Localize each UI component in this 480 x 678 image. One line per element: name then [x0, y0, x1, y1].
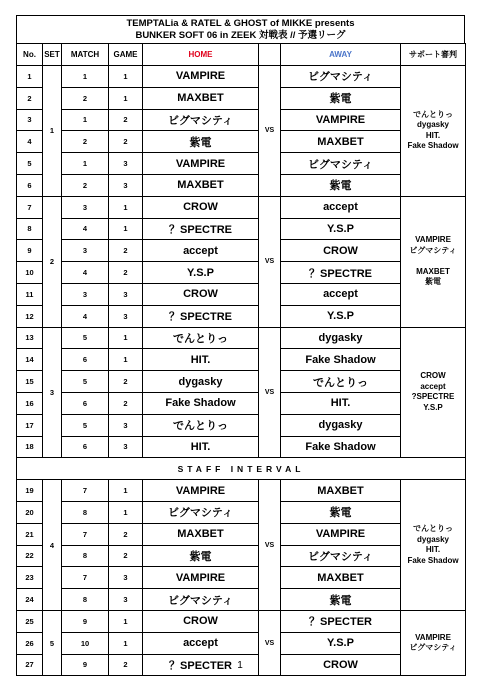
col-vs — [259, 44, 281, 66]
support-referees — [401, 66, 466, 197]
game-number: 3 — [109, 436, 143, 458]
table-row — [17, 218, 466, 240]
set-number: 4 — [43, 480, 62, 611]
match-number: 2 — [62, 87, 109, 109]
table-row — [17, 545, 466, 567]
set-number: 3 — [43, 327, 62, 458]
home-team: Y.S.P — [143, 262, 259, 284]
table-row — [17, 349, 466, 371]
home-team: 紫電 — [143, 545, 259, 567]
game-number: 1 — [109, 480, 143, 502]
game-number: 3 — [109, 567, 143, 589]
match-number: 1 — [62, 66, 109, 88]
support-referees — [401, 480, 466, 611]
home-team: HIT. — [143, 436, 259, 458]
match-number: 1 — [62, 109, 109, 131]
match-number: 5 — [62, 414, 109, 436]
game-number: 2 — [109, 240, 143, 262]
away-team: 紫電 — [281, 87, 401, 109]
table-row — [17, 501, 466, 523]
table-row — [17, 196, 466, 218]
home-team: CROW — [143, 283, 259, 305]
game-number: 3 — [109, 414, 143, 436]
home-team: ビグマシティ — [143, 589, 259, 611]
game-number: 3 — [109, 174, 143, 196]
match-number: 4 — [62, 218, 109, 240]
support-referee-name — [401, 256, 465, 267]
row-number: 8 — [17, 218, 43, 240]
row-number: 10 — [17, 262, 43, 284]
away-team: HIT. — [281, 392, 401, 414]
game-number: 1 — [109, 66, 143, 88]
row-number: 12 — [17, 305, 43, 327]
match-number: 7 — [62, 567, 109, 589]
row-number: 6 — [17, 174, 43, 196]
row-number: 20 — [17, 501, 43, 523]
away-team: でんとりっ — [281, 371, 401, 393]
table-row — [17, 567, 466, 589]
row-number: 19 — [17, 480, 43, 502]
away-team: ？SPECTRE — [281, 262, 401, 284]
set-number: 1 — [43, 66, 62, 197]
support-referee-name: dygasky — [416, 534, 450, 544]
home-team: Fake Shadow — [143, 392, 259, 414]
support-referee-name: Fake Shadow — [407, 141, 459, 151]
match-number: 8 — [62, 589, 109, 611]
home-team: VAMPIRE — [143, 567, 259, 589]
game-number: 3 — [109, 589, 143, 611]
row-number: 2 — [17, 87, 43, 109]
home-team: ビグマシティ — [143, 109, 259, 131]
away-team: dygasky — [281, 414, 401, 436]
support-referee-name: ビグマシティ — [409, 643, 457, 653]
vs-label: VS — [259, 196, 281, 327]
match-number: 3 — [62, 240, 109, 262]
row-number: 3 — [17, 109, 43, 131]
game-number: 2 — [109, 262, 143, 284]
row-number: 4 — [17, 131, 43, 153]
vs-label: VS — [259, 610, 281, 675]
match-number: 3 — [62, 283, 109, 305]
game-number: 1 — [109, 87, 143, 109]
table-row — [17, 327, 466, 349]
away-team: CROW — [281, 654, 401, 676]
match-number: 5 — [62, 371, 109, 393]
match-number: 10 — [62, 632, 109, 654]
title-line-2: BUNKER SOFT 06 in ZEEK 対戦表 // 予選リーグ — [135, 30, 346, 41]
game-number: 2 — [109, 109, 143, 131]
row-number: 5 — [17, 153, 43, 175]
game-number: 1 — [109, 327, 143, 349]
match-number: 8 — [62, 501, 109, 523]
away-team: Y.S.P — [281, 632, 401, 654]
away-team: 紫電 — [281, 501, 401, 523]
support-referee-name: Fake Shadow — [407, 555, 459, 565]
table-row — [17, 305, 466, 327]
table-row — [17, 87, 466, 109]
table-row — [17, 109, 466, 131]
home-team: 紫電 — [143, 131, 259, 153]
match-number: 4 — [62, 305, 109, 327]
away-team: ビグマシティ — [281, 153, 401, 175]
home-team: MAXBET — [143, 523, 259, 545]
row-number: 1 — [17, 66, 43, 88]
vs-label: VS — [259, 327, 281, 458]
away-team: VAMPIRE — [281, 523, 401, 545]
support-referees — [401, 327, 466, 458]
table-row — [17, 283, 466, 305]
row-number: 15 — [17, 371, 43, 393]
home-team: でんとりっ — [143, 327, 259, 349]
set-number: 5 — [43, 610, 62, 675]
vs-label: VS — [259, 66, 281, 197]
away-team: MAXBET — [281, 131, 401, 153]
match-number: 8 — [62, 545, 109, 567]
match-number: 7 — [62, 480, 109, 502]
home-team: ？SPECTRE — [143, 218, 259, 240]
table-row — [17, 153, 466, 175]
game-number: 1 — [109, 349, 143, 371]
game-number: 1 — [109, 501, 143, 523]
table-row — [17, 131, 466, 153]
game-number: 1 — [109, 218, 143, 240]
match-number: 5 — [62, 327, 109, 349]
support-referee-name: Y.S.P — [423, 402, 443, 412]
schedule-table — [16, 43, 466, 676]
game-number: 2 — [109, 523, 143, 545]
row-number: 22 — [17, 545, 43, 567]
row-number: 21 — [17, 523, 43, 545]
table-row — [17, 174, 466, 196]
support-referee-name: CROW — [420, 371, 446, 381]
support-referee-name: VAMPIRE — [415, 235, 451, 245]
away-team: Y.S.P — [281, 218, 401, 240]
home-team: CROW — [143, 610, 259, 632]
row-number: 23 — [17, 567, 43, 589]
table-row — [17, 262, 466, 284]
game-number: 1 — [109, 632, 143, 654]
row-number: 7 — [17, 196, 43, 218]
home-team: accept — [143, 632, 259, 654]
away-team: Fake Shadow — [281, 436, 401, 458]
page-number: 1 — [237, 660, 243, 671]
away-team: VAMPIRE — [281, 109, 401, 131]
support-referee-name: ビグマシティ — [409, 245, 457, 255]
game-number: 1 — [109, 196, 143, 218]
table-row — [17, 610, 466, 632]
home-team: でんとりっ — [143, 414, 259, 436]
staff-interval-label: STAFF INTERVAL — [17, 458, 466, 480]
row-number: 16 — [17, 392, 43, 414]
support-referee-name: dygasky — [416, 120, 450, 130]
table-row — [17, 480, 466, 502]
col-away: AWAY — [281, 44, 401, 66]
match-number: 9 — [62, 610, 109, 632]
support-referee-name: HIT. — [425, 130, 441, 140]
table-row — [17, 589, 466, 611]
away-team: MAXBET — [281, 480, 401, 502]
row-number: 25 — [17, 610, 43, 632]
away-team: Y.S.P — [281, 305, 401, 327]
match-number: 1 — [62, 153, 109, 175]
away-team: Fake Shadow — [281, 349, 401, 371]
support-referee-name: MAXBET — [416, 266, 450, 276]
home-team: VAMPIRE — [143, 66, 259, 88]
support-referee-name: HIT. — [425, 545, 441, 555]
game-number: 3 — [109, 283, 143, 305]
game-number: 2 — [109, 371, 143, 393]
game-number: 2 — [109, 545, 143, 567]
schedule-body — [17, 66, 466, 676]
set-number: 2 — [43, 196, 62, 327]
table-row — [17, 66, 466, 88]
away-team: CROW — [281, 240, 401, 262]
table-row — [17, 523, 466, 545]
table-row — [17, 392, 466, 414]
game-number: 2 — [109, 654, 143, 676]
support-referee-name: 紫電 — [425, 277, 441, 287]
col-game: GAME — [109, 44, 143, 66]
table-row — [17, 436, 466, 458]
home-team: ？SPECTER — [143, 654, 259, 676]
row-number: 13 — [17, 327, 43, 349]
match-number: 2 — [62, 174, 109, 196]
away-team: accept — [281, 196, 401, 218]
support-referee-name: ?SPECTRE — [411, 392, 455, 402]
table-row — [17, 371, 466, 393]
support-referee-name: でんとりっ — [413, 524, 453, 534]
match-number: 3 — [62, 196, 109, 218]
row-number: 9 — [17, 240, 43, 262]
away-team: dygasky — [281, 327, 401, 349]
away-team: 紫電 — [281, 589, 401, 611]
header-row — [17, 44, 466, 66]
row-number: 24 — [17, 589, 43, 611]
match-number: 2 — [62, 131, 109, 153]
away-team: accept — [281, 283, 401, 305]
game-number: 3 — [109, 305, 143, 327]
support-referees — [401, 196, 466, 327]
home-team: VAMPIRE — [143, 153, 259, 175]
title-line-1: TEMPTALia & RATEL & GHOST of MIKKE presents — [126, 18, 355, 29]
col-set: SET — [43, 44, 62, 66]
game-number: 2 — [109, 131, 143, 153]
row-number: 27 — [17, 654, 43, 676]
match-number: 9 — [62, 654, 109, 676]
home-team: HIT. — [143, 349, 259, 371]
home-team: ビグマシティ — [143, 501, 259, 523]
away-team: ？SPECTER — [281, 610, 401, 632]
game-number: 1 — [109, 610, 143, 632]
row-number: 18 — [17, 436, 43, 458]
vs-label: VS — [259, 480, 281, 611]
col-support: サポート審判 — [401, 44, 466, 66]
match-number: 6 — [62, 349, 109, 371]
col-match: MATCH — [62, 44, 109, 66]
support-referee-name: VAMPIRE — [415, 632, 451, 642]
home-team: accept — [143, 240, 259, 262]
match-number: 6 — [62, 436, 109, 458]
away-team: ビグマシティ — [281, 545, 401, 567]
home-team: ？SPECTRE — [143, 305, 259, 327]
col-home: HOME — [143, 44, 259, 66]
match-number: 4 — [62, 262, 109, 284]
table-row — [17, 240, 466, 262]
col-no: No. — [17, 44, 43, 66]
home-team: MAXBET — [143, 87, 259, 109]
away-team: ビグマシティ — [281, 66, 401, 88]
table-row — [17, 632, 466, 654]
support-referee-name: accept — [420, 381, 446, 391]
row-number: 14 — [17, 349, 43, 371]
row-number: 26 — [17, 632, 43, 654]
support-referee-name: でんとりっ — [413, 109, 453, 119]
schedule-title — [16, 15, 465, 43]
game-number: 3 — [109, 153, 143, 175]
game-number: 2 — [109, 392, 143, 414]
home-team: CROW — [143, 196, 259, 218]
home-team: VAMPIRE — [143, 480, 259, 502]
staff-interval-row — [17, 458, 466, 480]
away-team: MAXBET — [281, 567, 401, 589]
match-number: 7 — [62, 523, 109, 545]
home-team: dygasky — [143, 371, 259, 393]
match-number: 6 — [62, 392, 109, 414]
row-number: 11 — [17, 283, 43, 305]
table-row — [17, 414, 466, 436]
away-team: 紫電 — [281, 174, 401, 196]
row-number: 17 — [17, 414, 43, 436]
home-team: MAXBET — [143, 174, 259, 196]
